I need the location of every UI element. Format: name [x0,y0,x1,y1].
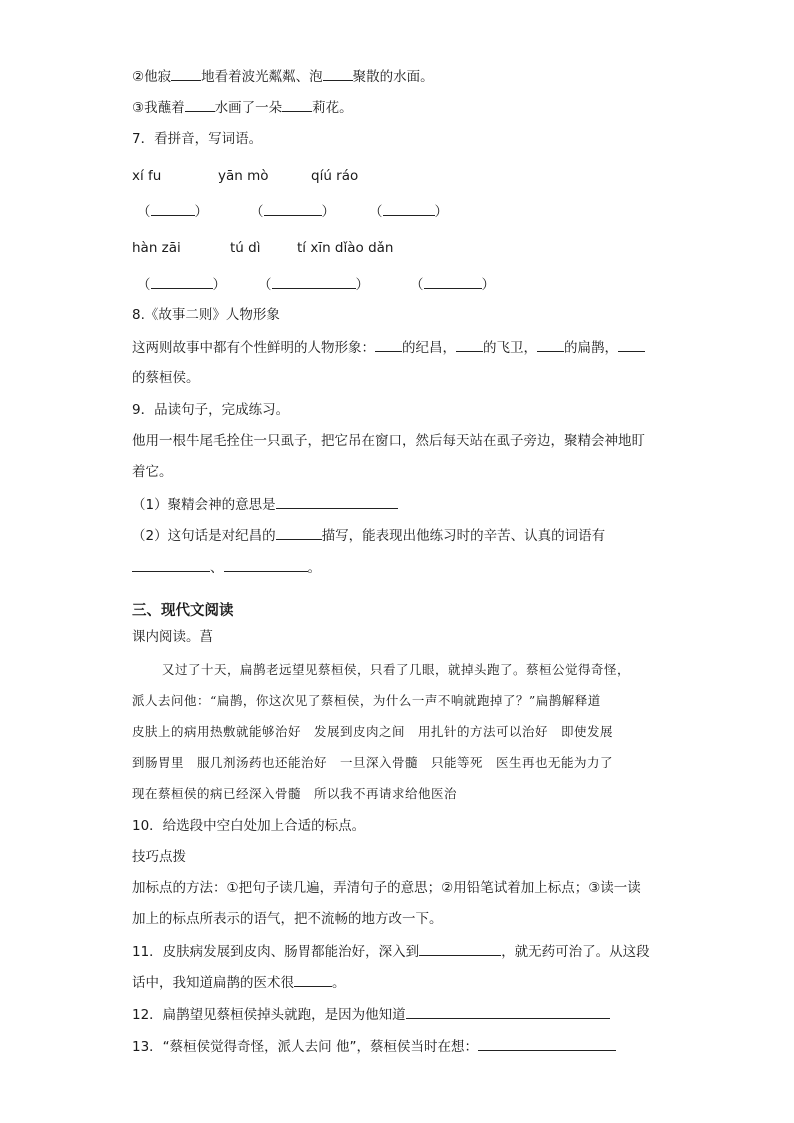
q13-text: 13．“蔡桓侯觉得奇怪，派人去问 他”，蔡桓侯当时在想： [132,1039,478,1055]
pinyin-2-1: hàn zāi [132,240,181,256]
q11-text-b: ，就无药可治了。从这段 [501,944,650,960]
answer-box-1-1[interactable]: （ ） [137,201,208,222]
q6-blank-2[interactable] [323,66,353,81]
q8-text-c: 的飞卫， [483,340,537,356]
answer-box-2-1[interactable]: （ ） [137,274,226,295]
q9-sub2-text-a: （2）这句话是对纪昌的 [132,528,276,544]
q6-line2-text-b: 地看着波光粼粼、泡 [201,69,323,85]
q9-sub1-text: （1）聚精会神的意思是 [132,497,276,513]
q6-blank-1[interactable] [171,66,201,81]
q9-sentence-2: 着它。 [132,464,173,480]
q8-blank-1[interactable] [375,337,402,352]
passage-line-5: 现在蔡桓侯的病已经深入骨髓 所以我不再请求给他医治 [132,786,458,801]
q6-line2-text-a: ②他寂 [132,69,172,85]
q8-title: 8.《故事二则》人物形象 [132,307,280,323]
q6-line-2 [132,66,434,87]
q8-line-2: 的蔡桓侯。 [132,370,200,386]
pinyin-1-3: qíú ráo [311,168,359,184]
q9-sub2-blank-3[interactable] [224,557,308,572]
q9-sub1 [132,494,398,515]
q11-text-c: 话中，我知道扁鹊的医术很 [132,975,294,991]
pinyin-1-2: yān mò [218,168,269,184]
q9-title: 9．品读句子，完成练习。 [132,402,290,418]
q9-sub2-blank-1[interactable] [276,525,322,540]
pinyin-2-2: tú dì [230,240,261,256]
q9-sub2-separator: 、 [210,560,224,576]
q6-line-3 [132,97,353,118]
q6-blank-3[interactable] [185,97,215,112]
q11-text-d: 。 [332,975,346,991]
q13-blank[interactable] [478,1036,616,1051]
q9-sub2-end: 。 [307,560,321,576]
q9-sub2-text-b: 描写，能表现出他练习时的辛苦、认真的词语有 [321,528,606,544]
passage-line-2: 派人去问他：“扁鹊，你这次见了蔡桓侯，为什么一声不响就跑掉了？”扁鹊解释道 [132,693,601,708]
q9-sub2-line-2 [132,557,321,578]
q8-text-d: 的扁鹊， [564,340,618,356]
answer-box-1-3[interactable]: （ ） [369,201,448,222]
q6-line3-text-b: 水画了一朵 [214,100,283,116]
q11-line-2 [132,972,346,993]
q11-blank-2[interactable] [294,972,332,987]
section-3-intro: 课内阅读。菖 [132,629,213,645]
q8-blank-3[interactable] [537,337,564,352]
section-3-heading: 三、现代文阅读 [132,603,234,619]
q11-line-1 [132,941,650,962]
q9-sentence-1: 他用一根牛尾毛拴住一只虱子，把它吊在窗口，然后每天站在虱子旁边，聚精会神地盯 [132,433,645,449]
q9-sub2 [132,525,605,546]
q8-line-1 [132,337,645,358]
q6-line2-text-c: 聚散的水面。 [352,69,434,85]
q8-blank-2[interactable] [456,337,483,352]
q10-tip-line-1: 加标点的方法：①把句子读几遍，弄清句子的意思；②用铅笔试着加上标点；③读一读 [132,880,641,896]
passage-line-3: 皮肤上的病用热敷就能够治好 发展到皮肉之间 用扎针的方法可以治好 即使发展 [132,724,614,739]
q7-title: 7．看拼音，写词语。 [132,131,263,147]
passage-line-4: 到肠胃里 服几剂汤药也还能治好 一旦深入骨髓 只能等死 医生再也无能为力了 [132,755,614,770]
q11-text-a: 11．皮肤病发展到皮肉、肠胃都能治好，深入到 [132,944,420,960]
q8-blank-4[interactable] [618,337,645,352]
q10-tip-title: 技巧点拨 [132,849,186,865]
q10-tip-line-2: 加上的标点所表示的语气，把不流畅的地方改一下。 [132,911,443,927]
q8-text-a: 这两则故事中都有个性鲜明的人物形象： [132,340,375,356]
q11-blank-1[interactable] [419,941,501,956]
q6-blank-4[interactable] [282,97,312,112]
q10-title: 10．给选段中空白处加上合适的标点。 [132,818,366,834]
passage-line-1: 又过了十天，扁鹊老远望见蔡桓侯，只看了几眼，就掉头跑了。蔡桓公觉得奇怪， [162,662,631,677]
answer-box-2-2[interactable]: （ ） [258,274,369,295]
pinyin-1-1: xí fu [132,168,162,184]
q12 [132,1004,610,1025]
q8-text-b: 的纪昌， [402,340,456,356]
q9-sub1-blank[interactable] [276,494,398,509]
q13 [132,1036,616,1057]
q9-sub2-blank-2[interactable] [132,557,210,572]
q12-blank[interactable] [406,1004,610,1019]
q6-line3-text-c: 莉花。 [312,100,353,116]
pinyin-2-3: tí xīn dǐào dǎn [297,240,394,256]
q6-line3-text-a: ③我蘸着 [132,100,185,116]
q12-text: 12．扁鹊望见蔡桓侯掉头就跑，是因为他知道 [132,1007,406,1023]
answer-box-1-2[interactable]: （ ） [250,201,335,222]
answer-box-2-3[interactable]: （ ） [410,274,495,295]
